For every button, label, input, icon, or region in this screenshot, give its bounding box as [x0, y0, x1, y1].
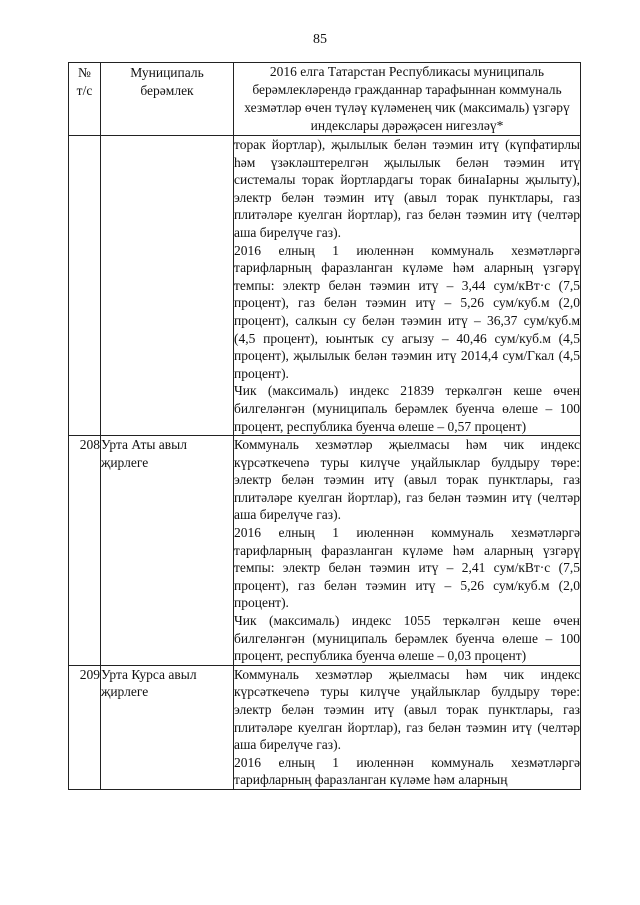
page-number: 85	[313, 32, 327, 47]
row-municipality-name	[101, 136, 234, 436]
row-municipality-name: Урта Аты авыл җирлеге	[101, 436, 234, 666]
row-number	[69, 136, 101, 436]
justification-paragraph: торак йортлар), җылылык белән тәэмин итү (күпфатирлы һәм үзәкләштерелгән җылылык белән тәэмин итү системалы торак йортлардагы торак бинаIарны җылыту), электр белән тәэмин итү (авыл торак пунктлары, газ плитәләре куелган йортлар), газ белән тәэмин итү (челтәр аша бирелүче газ).	[234, 137, 580, 240]
table-row	[69, 436, 581, 666]
row-justification	[234, 136, 581, 436]
header-number: № т/с	[69, 63, 101, 136]
table-row	[69, 136, 581, 436]
row-justification	[234, 436, 581, 666]
row-justification	[234, 665, 581, 789]
header-index-justification: 2016 елга Татарстан Республикасы муниципаль берәмлекләрендә гражданнар тарафыннан коммуналь хезмәтләр өчен түләү күләменең чик (максималь) үзгәрү индекслары дәрәҗәсен нигезләү*	[234, 63, 581, 136]
row-number: 209	[69, 665, 101, 789]
justification-paragraph: Чик (максималь) индекс 21839 теркәлгән кеше өчен билгеләнгән (муниципаль берәмлек буенча өлеше – 100 процент, республика буенча өлеше – 0,57 процент)	[234, 383, 580, 434]
table-header-row	[69, 63, 581, 136]
row-number: 208	[69, 436, 101, 666]
justification-paragraph: Коммуналь хезмәтләр җыелмасы һәм чик индекс күрсәткечenә туры килүче уңайлыклар булдыру төре: электр белән тәэмин итү (авыл торак пунктлары, газ плитәләре куелган йортлар), газ белән тәэмин итү (челтәр аша бирелүче газ).	[234, 437, 580, 523]
header-municipality: Муниципаль берәмлек	[101, 63, 234, 136]
justification-paragraph: 2016 елның 1 июленнән коммуналь хезмәтләргә тарифларның фаразланган күләме һәм аларның	[234, 754, 580, 788]
justification-paragraph: 2016 елның 1 июленнән коммуналь хезмәтләргә тарифларның фаразланган күләме һәм аларның үзгәрү темпы: электр белән тәэмин итү – 2,41 сум/кВт·с (7,5 процент), газ белән тәэмин итү – 5,26 сум/куб.м (2,0 процент).	[234, 525, 580, 611]
tariff-table	[68, 62, 581, 790]
row-municipality-name: Урта Курса авыл җирлеге	[101, 665, 234, 789]
justification-paragraph: Чик (максималь) индекс 1055 теркәлгән кеше өчен билгеләнгән (муниципаль берәмлек буенча өлеше – 100 процент, республика буенча өлеше – 0,03 процент)	[234, 613, 580, 664]
table-row	[69, 665, 581, 789]
justification-paragraph: 2016 елның 1 июленнән коммуналь хезмәтләргә тарифларның фаразланган күләме һәм аларның үзгәрү темпы: электр белән тәэмин итү – 3,44 сум/кВт·с (7,5 процент), газ белән тәэмин итү – 5,26 сум/куб.м (2,0 процент), салкын су белән тәэмин итү – 36,37 сум/куб.м (4,5 процент), юынтык су агызу – 40,46 сум/куб.м (4,5 процент), җылылык белән тәэмин итү 2014,4 сум/Гкал (4,5 процент).	[234, 242, 580, 381]
justification-paragraph: Коммуналь хезмәтләр җыелмасы һәм чик индекс күрсәткечenә туры килүче уңайлыклар булдыру төре: электр белән тәэмин итү (авыл торак пунктлары, газ плитәләре куелган йортлар), газ белән тәэмин итү (челтәр аша бирелүче газ).	[234, 666, 580, 753]
